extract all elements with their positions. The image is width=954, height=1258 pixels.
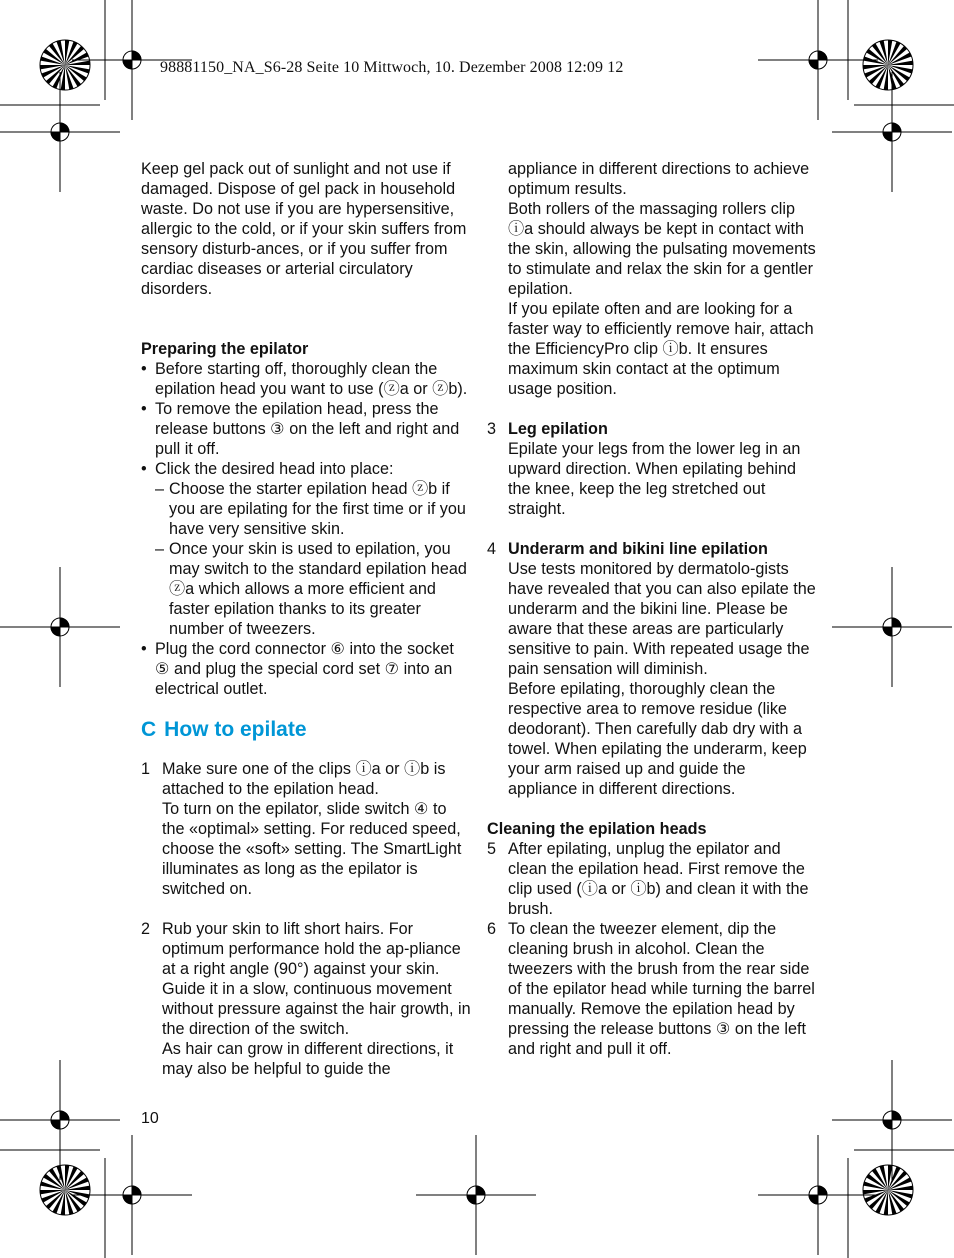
list-item: • Plug the cord connector ⑥ into the socket ⑤ and plug the special cord set ⑦ into an electrical outlet. bbox=[141, 639, 471, 699]
right-column bbox=[487, 159, 817, 1059]
numbered-step bbox=[487, 419, 817, 519]
list-item: • Click the desired head into place: bbox=[141, 459, 471, 479]
step-number: 1 bbox=[141, 760, 151, 778]
step-text: Before epilating, thoroughly clean the respective area to remove residue (like deodorant). Then carefully dab dry with a towel. When epilating the underarm, keep your arm raised up and guide the appliance in different directions. bbox=[508, 680, 807, 798]
star-target-mark bbox=[863, 1165, 913, 1215]
section-letter: C bbox=[141, 718, 157, 741]
gel-pack-warning: Keep gel pack out of sunlight and not use if damaged. Dispose of gel pack in household waste. Do not use if you are hypersensitive, allergic to the cold, or if your skin suffers from sensory disturb-ances, or if you suffer from cardiac diseases or arterial circulatory disorders. bbox=[141, 160, 467, 298]
left-column bbox=[141, 159, 471, 1079]
cleaning-heading: Cleaning the epilation heads bbox=[487, 820, 707, 838]
step-text: Rub your skin to lift short hairs. For optimum performance hold the ap-pliance at a right angle (90°) against your skin. Guide it in a slow, continuous movement without pressure against the hair growth, in the direction of the switch. bbox=[162, 920, 471, 1038]
numbered-step bbox=[141, 919, 471, 1079]
list-item: • Before starting off, thoroughly clean the epilation head you want to use (ⓩa or ⓩb). bbox=[141, 359, 471, 399]
step-number: 3 bbox=[487, 420, 497, 438]
crosshair-mark bbox=[758, 0, 878, 120]
preparing-heading: Preparing the epilator bbox=[141, 340, 309, 358]
step-number: 6 bbox=[487, 920, 497, 938]
step-number: 2 bbox=[141, 920, 151, 938]
step-text: Use tests monitored by dermatolo-gists have revealed that you can also epilate the underarm and the bikini line. Please be aware that these areas are particularly sensitive to pain. With repeated usage the pain sensation will diminish. bbox=[508, 560, 816, 678]
star-target-mark bbox=[40, 1165, 90, 1215]
page-number: 10 bbox=[141, 1110, 159, 1127]
crosshair-mark bbox=[0, 567, 120, 687]
section-title-text: How to epilate bbox=[164, 718, 307, 741]
step-text: Make sure one of the clips ⓘa or ⓘb is attached to the epilation head. bbox=[162, 760, 446, 798]
step-text: If you epilate often and are looking for a faster way to efficiently remove hair, attach the EfficiencyPro clip ⓘb. It ensures maximum skin contact at the optimum usage position. bbox=[508, 300, 814, 398]
crosshair-mark bbox=[0, 72, 120, 192]
numbered-step bbox=[487, 839, 817, 919]
crosshair-mark bbox=[72, 1135, 192, 1255]
step-number: 5 bbox=[487, 840, 497, 858]
step-text: appliance in different directions to achieve optimum results. bbox=[508, 160, 810, 198]
sub-list-item: – Choose the starter epilation head ⓩb if you are epilating for the first time or if you have very sensitive skin. bbox=[141, 479, 471, 539]
print-slug-header: 98881150_NA_S6-28 Seite 10 Mittwoch, 10. Dezember 2008 12:09 12 bbox=[160, 59, 624, 76]
step-text: Both rollers of the massaging rollers clip ⓘa should always be kept in contact with the skin, allowing the pulsating movements to stimulate and relax the skin for a gentler epilation. bbox=[508, 200, 816, 298]
step-text: As hair can grow in different directions, it may also be helpful to guide the bbox=[162, 1040, 454, 1078]
crosshair-mark bbox=[0, 1060, 120, 1180]
crosshair-mark bbox=[832, 567, 952, 687]
numbered-step bbox=[487, 539, 817, 799]
step-heading: Underarm and bikini line epilation bbox=[508, 540, 768, 558]
numbered-step bbox=[141, 759, 471, 899]
step-continuation bbox=[487, 159, 817, 399]
step-text: Epilate your legs from the lower leg in an upward direction. When epilating behind the knee, keep the leg stretched out straight. bbox=[508, 440, 801, 518]
step-text: To turn on the epilator, slide switch ④ to the «optimal» setting. For reduced speed, choose the «soft» setting. The SmartLight illuminates as long as the epilator is switched on. bbox=[162, 800, 462, 898]
crosshair-mark bbox=[758, 1135, 878, 1255]
crosshair-mark bbox=[416, 1135, 536, 1255]
list-item: • To remove the epilation head, press the release buttons ③ on the left and right and pull it off. bbox=[141, 399, 471, 459]
step-text: To clean the tweezer element, dip the cleaning brush in alcohol. Clean the tweezers with the brush from the rear side of the epilator head while turning the barrel manually. Remove the epilation head by pressing the release buttons ③ on the left and right and pull it off. bbox=[508, 920, 815, 1058]
step-heading: Leg epilation bbox=[508, 420, 608, 438]
crosshair-mark bbox=[832, 72, 952, 192]
sub-list-item: – Once your skin is used to epilation, you may switch to the standard epilation head ⓩa which allows a more efficient and faster epilation thanks to its greater number of tweezers. bbox=[141, 539, 471, 639]
step-text: After epilating, unplug the epilator and clean the epilation head. First remove the clip used (ⓘa or ⓘb) and clean it with the brush. bbox=[508, 840, 809, 918]
numbered-step bbox=[487, 919, 817, 1059]
star-target-mark bbox=[863, 40, 913, 90]
step-number: 4 bbox=[487, 540, 497, 558]
section-title bbox=[141, 717, 471, 743]
star-target-mark bbox=[40, 40, 90, 90]
crosshair-mark bbox=[832, 1060, 952, 1180]
